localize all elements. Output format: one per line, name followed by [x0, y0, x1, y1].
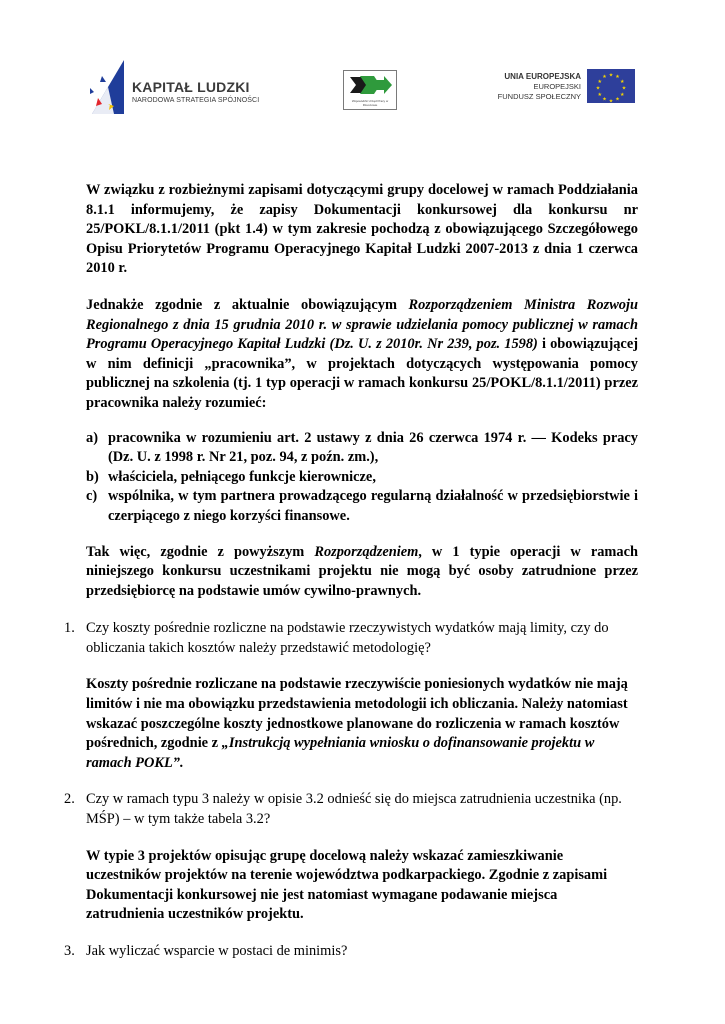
intro-paragraph-2 — [86, 296, 638, 414]
list-marker: a) — [86, 429, 98, 446]
question-number: 1. — [64, 620, 75, 637]
employee-definition-list — [86, 429, 638, 527]
list-item-text: właściciela, pełniącego funkcje kierownicze, — [108, 468, 376, 485]
intro-p3-end: , w 1 typie operacji w ramach niniejszego konkursu uczestnikami projektu nie mogą być osoby zatrudnione przez przedsiębiorcę na podstawie umów cywilno-prawnych. — [86, 543, 638, 599]
svg-text:★: ★ — [621, 85, 627, 92]
question-text: Czy koszty pośrednie rozliczne na podstawie rzeczywistych wydatków mają limity, czy do obliczania takich kosztów należy przedstawić metodologię? — [86, 620, 609, 656]
svg-text:★: ★ — [608, 72, 614, 79]
list-item — [86, 487, 638, 526]
list-item — [86, 468, 638, 488]
question-item-1 — [64, 619, 638, 773]
list-item-text: pracownika w rozumieniu art. 2 ustawy z dnia 26 czerwca 1974 r. — Kodeks pracy (Dz. U. z 1998 r. Nr 21, poz. 94, z poźn. zm.), — [108, 429, 638, 466]
eu-logo — [493, 62, 643, 112]
document-body — [64, 181, 638, 962]
intro-p2-start: Jednakże zgodnie z aktualnie obowiązującym — [86, 296, 409, 313]
wup-caption: Wojewódzki Urząd Pracy w Rzeszowie — [351, 99, 389, 107]
wup-logo — [343, 70, 397, 110]
kapital-ludzki-subtitle: NARODOWA STRATEGIA SPÓJNOŚCI — [132, 97, 260, 104]
intro-paragraph-3 — [86, 543, 638, 602]
svg-text:★: ★ — [615, 96, 620, 103]
eu-line2: EUROPEJSKI — [533, 82, 581, 91]
svg-text:★: ★ — [615, 74, 620, 81]
question-item-2 — [64, 790, 638, 925]
list-item — [86, 429, 638, 468]
answer-text — [86, 675, 638, 773]
eu-logo-text — [498, 72, 581, 102]
question-text: Jak wyliczać wsparcie w postaci de minimis? — [86, 943, 348, 959]
answer-start: Koszty pośrednie rozliczane na podstawie rzeczywiście poniesionych wydatków nie mają limitów i nie ma obowiązku przedstawienia metodologii ich obliczania. Należy natomiast wskazać poszczególne koszty jednostkowe planowane do rozliczenia w ramach kosztów pośrednich, zgodnie z — [86, 676, 628, 752]
answer-italic: „Instrukcją wypełniania wniosku o dofinansowanie projektu w ramach POKL”. — [86, 735, 595, 771]
question-text: Czy w ramach typu 3 należy w opisie 3.2 odnieść się do miejsca zatrudnienia uczestnika (np. MŚP) – w tym także tabela 3.2? — [86, 791, 622, 828]
svg-text:★: ★ — [597, 78, 603, 85]
question-number: 2. — [64, 791, 75, 808]
svg-text:★: ★ — [602, 74, 607, 81]
svg-text:★: ★ — [608, 98, 614, 103]
intro-p3-start: Tak więc, zgodnie z powyższym — [86, 543, 315, 560]
question-item-3 — [64, 942, 638, 962]
wup-arrows-icon — [344, 71, 396, 101]
svg-text:★: ★ — [619, 78, 625, 85]
list-marker: b) — [86, 468, 99, 485]
intro-paragraph-1: W związku z rozbieżnymi zapisami dotyczącymi grupy docelowej w ramach Poddziałania 8.1.1 informujemy, że zapisy Dokumentacji konkursowej dla konkursu nr 25/POKL/8.1.1/2011 (pkt 1.4) w tym zakresie pochodzą z obowiązującego Szczegółowego Opisu Priorytetów Programu Operacyjnego Kapitał Ludzki 2007-2013 z dnia 1 czerwca 2010 r. — [86, 182, 638, 277]
question-number: 3. — [64, 943, 75, 959]
kapital-ludzki-logo — [88, 58, 268, 118]
answer-text: W typie 3 projektów opisując grupę docelową należy wskazać zamieszkiwanie uczestników projektów na terenie województwa podkarpackiego. Zgodnie z zapisami Dokumentacji konkursowej nie jest natomiast wymagane podawanie miejsca zatrudnienia uczestników projektu. — [86, 847, 608, 923]
svg-text:★: ★ — [597, 91, 603, 98]
list-marker: c) — [86, 488, 98, 505]
svg-text:★: ★ — [619, 91, 625, 98]
list-item-text: wspólnika, w tym partnera prowadzącego regularną działalność w przedsiębiorstwie i czerpiącego z niego korzyści finansowe. — [108, 488, 638, 524]
eu-line3: FUNDUSZ SPOŁECZNY — [497, 92, 581, 101]
kapital-ludzki-emblem-icon — [88, 58, 128, 118]
intro-p3-italic: Rozporządzeniem — [314, 543, 419, 560]
regulation-citation: Rozporządzeniem Ministra Rozwoju Regionalnego z dnia 15 grudnia 2010 r. w sprawie udzielania pomocy publicznej w ramach Programu Operacyjnego Kapitał Ludzki (Dz. U. z 2010r. Nr 239, poz. 1598) — [86, 296, 638, 353]
svg-text:★: ★ — [595, 85, 601, 92]
svg-text:★: ★ — [602, 96, 607, 103]
eu-line1: UNIA EUROPEJSKA — [504, 72, 581, 81]
kapital-ludzki-title: KAPITAŁ LUDZKI — [132, 79, 250, 95]
eu-flag-icon — [587, 69, 635, 103]
intro-p2-end: i obowiązującej w nim definicji „pracownika”, w projektach dotyczących występowania pomocy publicznej na szkolenia (tj. 1 typ operacji w ramach konkursu 25/POKL/8.1.1/2011) przez pracownika należy rozumieć: — [86, 336, 638, 411]
